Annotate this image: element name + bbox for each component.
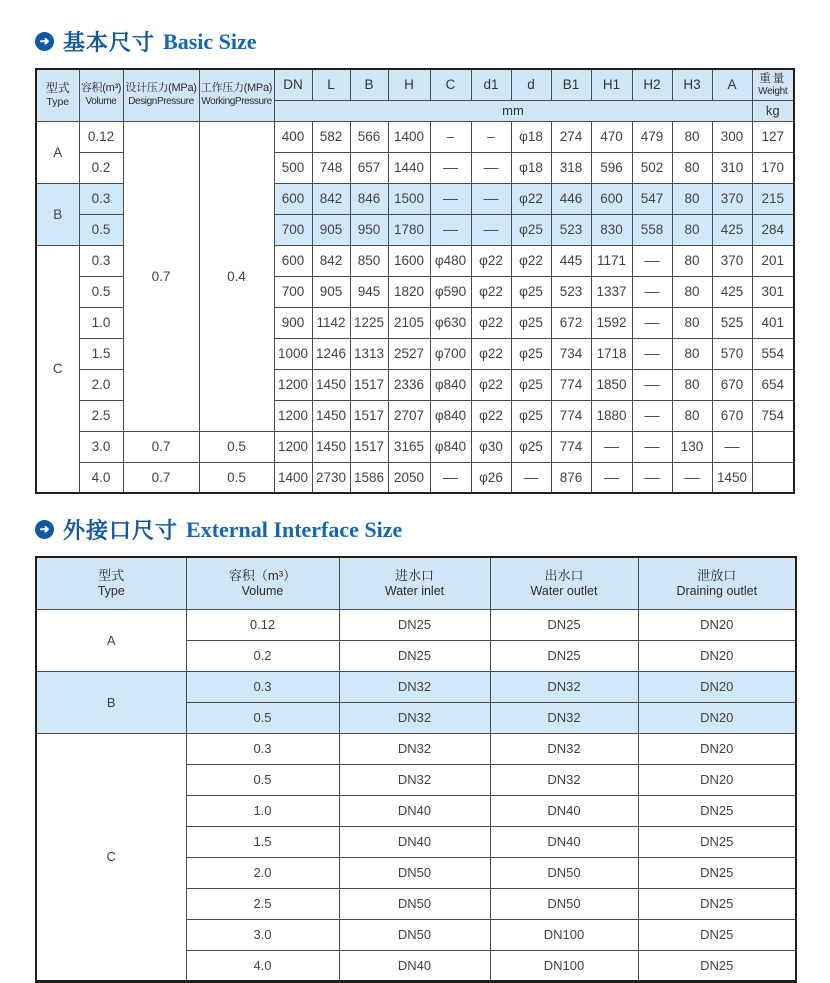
dn-cell: 400: [274, 121, 312, 152]
b1-cell: 774: [551, 369, 591, 400]
a-cell: ––: [712, 431, 752, 462]
col-header-drain-zh: 泄放口: [697, 567, 737, 583]
col-header-volume-zh: 容积（m³）: [228, 567, 297, 583]
h1-cell: 1850: [591, 369, 632, 400]
d-cell: φ25: [511, 338, 551, 369]
arrow-bullet-icon: ➜: [35, 32, 54, 51]
volume-cell: 1.0: [186, 795, 339, 826]
col-header-d: d: [511, 69, 551, 100]
col-header-h: H: [388, 69, 430, 100]
d1-cell: φ30: [471, 431, 511, 462]
l-cell: 905: [312, 214, 350, 245]
col-header-working-pressure: [199, 69, 274, 121]
external-interface-table: [35, 556, 797, 983]
external-interface-title-en: External Interface Size: [186, 516, 403, 542]
col-header-inlet-zh: 进水口: [394, 567, 434, 583]
water-outlet-cell: DN50: [490, 888, 638, 919]
volume-cell: 0.2: [79, 152, 123, 183]
external-interface-title: [35, 514, 830, 545]
volume-cell: 4.0: [186, 950, 339, 981]
water-outlet-cell: DN40: [490, 795, 638, 826]
d1-cell: φ22: [471, 400, 511, 431]
col-header-water-outlet: [490, 557, 638, 609]
h1-cell: 1337: [591, 276, 632, 307]
h3-cell: 80: [672, 400, 712, 431]
weight-cell: 654: [752, 369, 794, 400]
col-header-h2: H2: [632, 69, 672, 100]
col-header-volume-en: Volume: [85, 96, 117, 108]
type-cell: B: [36, 183, 79, 245]
b1-cell: 274: [551, 121, 591, 152]
draining-outlet-cell: DN20: [638, 733, 796, 764]
water-inlet-cell: DN40: [339, 950, 490, 981]
h1-cell: 600: [591, 183, 632, 214]
external-table-body: [36, 609, 796, 981]
l-cell: 1450: [312, 369, 350, 400]
h3-cell: 80: [672, 214, 712, 245]
d-cell: φ25: [511, 214, 551, 245]
a-cell: 425: [712, 214, 752, 245]
a-cell: 370: [712, 183, 752, 214]
dn-cell: 1200: [274, 400, 312, 431]
l-cell: 842: [312, 183, 350, 214]
table-row: [36, 733, 796, 764]
h2-cell: ––: [632, 400, 672, 431]
volume-cell: 0.5: [186, 764, 339, 795]
d1-cell: φ22: [471, 307, 511, 338]
h2-cell: ––: [632, 431, 672, 462]
c-cell: ––: [430, 462, 471, 493]
weight-cell: 401: [752, 307, 794, 338]
h3-cell: 80: [672, 152, 712, 183]
h3-cell: 130: [672, 431, 712, 462]
water-inlet-cell: DN50: [339, 888, 490, 919]
b-cell: 1517: [350, 369, 388, 400]
h-cell: 1600: [388, 245, 430, 276]
d1-cell: φ22: [471, 369, 511, 400]
a-cell: 570: [712, 338, 752, 369]
water-outlet-cell: DN32: [490, 764, 638, 795]
water-inlet-cell: DN32: [339, 671, 490, 702]
d1-cell: ––: [471, 152, 511, 183]
weight-cell: [752, 462, 794, 493]
d-cell: φ18: [511, 152, 551, 183]
dn-cell: 1200: [274, 431, 312, 462]
volume-cell: 0.5: [186, 702, 339, 733]
d1-cell: φ22: [471, 338, 511, 369]
c-cell: ––: [430, 214, 471, 245]
h-cell: 1820: [388, 276, 430, 307]
volume-cell: 0.3: [79, 183, 123, 214]
b-cell: 1586: [350, 462, 388, 493]
h3-cell: 80: [672, 276, 712, 307]
col-header-weight: [752, 69, 794, 100]
h2-cell: ––: [632, 276, 672, 307]
a-cell: 370: [712, 245, 752, 276]
weight-cell: 284: [752, 214, 794, 245]
draining-outlet-cell: DN20: [638, 764, 796, 795]
l-cell: 582: [312, 121, 350, 152]
col-header-volume: [186, 557, 339, 609]
col-header-volume: [79, 69, 123, 121]
b1-cell: 774: [551, 431, 591, 462]
b-cell: 657: [350, 152, 388, 183]
b-cell: 566: [350, 121, 388, 152]
col-header-a: A: [712, 69, 752, 100]
h-cell: 3165: [388, 431, 430, 462]
col-header-type: [36, 557, 186, 609]
c-cell: φ700: [430, 338, 471, 369]
d-cell: φ25: [511, 431, 551, 462]
draining-outlet-cell: DN20: [638, 671, 796, 702]
h1-cell: 1171: [591, 245, 632, 276]
water-inlet-cell: DN32: [339, 764, 490, 795]
h3-cell: 80: [672, 369, 712, 400]
volume-cell: 2.5: [186, 888, 339, 919]
c-cell: φ840: [430, 400, 471, 431]
table-row: [36, 671, 796, 702]
col-header-b: B: [350, 69, 388, 100]
b1-cell: 774: [551, 400, 591, 431]
draining-outlet-cell: DN25: [638, 888, 796, 919]
dn-cell: 900: [274, 307, 312, 338]
type-cell: B: [36, 671, 186, 733]
a-cell: 670: [712, 369, 752, 400]
col-header-weight-en: Weight: [758, 85, 788, 97]
col-header-working-en: WorkingPressure: [201, 96, 272, 108]
type-cell: C: [36, 733, 186, 981]
draining-outlet-cell: DN25: [638, 950, 796, 981]
a-cell: 670: [712, 400, 752, 431]
h1-cell: 1718: [591, 338, 632, 369]
weight-cell: 554: [752, 338, 794, 369]
draining-outlet-cell: DN25: [638, 857, 796, 888]
basic-table-body: [36, 121, 794, 493]
dn-cell: 600: [274, 245, 312, 276]
volume-cell: 2.0: [186, 857, 339, 888]
col-header-type: [36, 69, 79, 121]
h-cell: 2707: [388, 400, 430, 431]
h1-cell: 830: [591, 214, 632, 245]
h-cell: 2050: [388, 462, 430, 493]
col-header-outlet-en: Water outlet: [530, 583, 598, 598]
c-cell: φ840: [430, 431, 471, 462]
water-inlet-cell: DN50: [339, 919, 490, 950]
c-cell: ––: [430, 183, 471, 214]
a-cell: 1450: [712, 462, 752, 493]
table-row: [36, 462, 794, 493]
col-header-design-en: DesignPressure: [128, 96, 194, 108]
dn-cell: 500: [274, 152, 312, 183]
c-cell: ––: [430, 152, 471, 183]
h1-cell: 1880: [591, 400, 632, 431]
d1-cell: ––: [471, 183, 511, 214]
water-inlet-cell: DN25: [339, 609, 490, 640]
h-cell: 1440: [388, 152, 430, 183]
h2-cell: 502: [632, 152, 672, 183]
h3-cell: 80: [672, 307, 712, 338]
volume-cell: 0.3: [186, 733, 339, 764]
a-cell: 525: [712, 307, 752, 338]
volume-cell: 3.0: [186, 919, 339, 950]
col-header-type-zh: 型式: [45, 81, 70, 96]
d1-cell: φ22: [471, 245, 511, 276]
l-cell: 1450: [312, 431, 350, 462]
h1-cell: 1592: [591, 307, 632, 338]
volume-cell: 4.0: [79, 462, 123, 493]
weight-cell: 170: [752, 152, 794, 183]
working-pressure-cell: 0.5: [199, 431, 274, 462]
table-row: [36, 609, 796, 640]
b1-cell: 672: [551, 307, 591, 338]
b-cell: 945: [350, 276, 388, 307]
d-cell: φ22: [511, 183, 551, 214]
d-cell: φ25: [511, 276, 551, 307]
l-cell: 1246: [312, 338, 350, 369]
type-cell: A: [36, 121, 79, 183]
b-cell: 1517: [350, 431, 388, 462]
col-header-l: L: [312, 69, 350, 100]
draining-outlet-cell: DN25: [638, 826, 796, 857]
h-cell: 2105: [388, 307, 430, 338]
volume-cell: 0.12: [79, 121, 123, 152]
col-header-h1: H1: [591, 69, 632, 100]
working-pressure-cell: 0.5: [199, 462, 274, 493]
basic-size-title-en: Basic Size: [163, 28, 257, 54]
volume-cell: 1.0: [79, 307, 123, 338]
design-pressure-cell: 0.7: [123, 121, 199, 431]
design-pressure-cell: 0.7: [123, 462, 199, 493]
b-cell: 850: [350, 245, 388, 276]
c-cell: φ590: [430, 276, 471, 307]
volume-cell: 2.5: [79, 400, 123, 431]
col-header-design-zh: 设计压力(MPa): [125, 82, 197, 95]
b1-cell: 523: [551, 276, 591, 307]
table-row: [36, 121, 794, 152]
h2-cell: ––: [632, 307, 672, 338]
design-pressure-cell: 0.7: [123, 431, 199, 462]
water-outlet-cell: DN32: [490, 733, 638, 764]
h1-cell: ––: [591, 431, 632, 462]
col-header-type-zh: 型式: [98, 567, 125, 583]
a-cell: 310: [712, 152, 752, 183]
basic-size-table: [35, 68, 795, 494]
col-header-working-zh: 工作压力(MPa): [200, 82, 273, 95]
d1-cell: –: [471, 121, 511, 152]
water-outlet-cell: DN32: [490, 671, 638, 702]
col-header-c: C: [430, 69, 471, 100]
type-cell: A: [36, 609, 186, 671]
water-inlet-cell: DN40: [339, 826, 490, 857]
h3-cell: 80: [672, 183, 712, 214]
b1-cell: 445: [551, 245, 591, 276]
water-inlet-cell: DN50: [339, 857, 490, 888]
water-outlet-cell: DN25: [490, 640, 638, 671]
h1-cell: 596: [591, 152, 632, 183]
volume-cell: 1.5: [186, 826, 339, 857]
col-header-volume-zh: 容积(m³): [80, 82, 122, 95]
draining-outlet-cell: DN20: [638, 702, 796, 733]
h2-cell: ––: [632, 245, 672, 276]
b-cell: 1225: [350, 307, 388, 338]
water-outlet-cell: DN100: [490, 919, 638, 950]
table-row: [36, 431, 794, 462]
h3-cell: 80: [672, 245, 712, 276]
dn-cell: 700: [274, 214, 312, 245]
col-header-weight-zh: 重量: [759, 72, 787, 85]
h-cell: 2527: [388, 338, 430, 369]
col-header-drain-en: Draining outlet: [676, 583, 758, 598]
col-header-type-en: Type: [97, 583, 125, 598]
c-cell: φ480: [430, 245, 471, 276]
draining-outlet-cell: DN20: [638, 609, 796, 640]
volume-cell: 0.5: [79, 276, 123, 307]
col-header-type-en: Type: [46, 96, 70, 109]
h-cell: 1400: [388, 121, 430, 152]
draining-outlet-cell: DN25: [638, 795, 796, 826]
weight-cell: [752, 431, 794, 462]
h1-cell: ––: [591, 462, 632, 493]
volume-cell: 1.5: [79, 338, 123, 369]
l-cell: 2730: [312, 462, 350, 493]
volume-cell: 0.3: [79, 245, 123, 276]
weight-cell: 201: [752, 245, 794, 276]
h2-cell: 547: [632, 183, 672, 214]
volume-cell: 0.5: [79, 214, 123, 245]
h2-cell: 479: [632, 121, 672, 152]
col-header-b1: B1: [551, 69, 591, 100]
volume-cell: 0.12: [186, 609, 339, 640]
arrow-bullet-icon: ➜: [35, 520, 54, 539]
d-cell: φ25: [511, 400, 551, 431]
h1-cell: 470: [591, 121, 632, 152]
unit-mm-cell: mm: [274, 100, 752, 121]
d-cell: φ22: [511, 245, 551, 276]
volume-cell: 2.0: [79, 369, 123, 400]
b-cell: 1517: [350, 400, 388, 431]
volume-cell: 0.2: [186, 640, 339, 671]
water-outlet-cell: DN32: [490, 702, 638, 733]
col-header-h3: H3: [672, 69, 712, 100]
water-outlet-cell: DN25: [490, 609, 638, 640]
l-cell: 842: [312, 245, 350, 276]
water-inlet-cell: DN32: [339, 733, 490, 764]
d-cell: φ18: [511, 121, 551, 152]
weight-cell: 215: [752, 183, 794, 214]
d-cell: φ25: [511, 369, 551, 400]
d-cell: φ25: [511, 307, 551, 338]
h-cell: 2336: [388, 369, 430, 400]
draining-outlet-cell: DN25: [638, 919, 796, 950]
b1-cell: 318: [551, 152, 591, 183]
b1-cell: 523: [551, 214, 591, 245]
b1-cell: 734: [551, 338, 591, 369]
l-cell: 748: [312, 152, 350, 183]
water-inlet-cell: DN25: [339, 640, 490, 671]
dn-cell: 1200: [274, 369, 312, 400]
h3-cell: 80: [672, 338, 712, 369]
d1-cell: φ22: [471, 276, 511, 307]
d1-cell: φ26: [471, 462, 511, 493]
l-cell: 905: [312, 276, 350, 307]
b-cell: 846: [350, 183, 388, 214]
col-header-inlet-en: Water inlet: [384, 583, 445, 598]
volume-cell: 3.0: [79, 431, 123, 462]
type-cell: C: [36, 245, 79, 493]
c-cell: φ630: [430, 307, 471, 338]
c-cell: –: [430, 121, 471, 152]
dn-cell: 600: [274, 183, 312, 214]
col-header-dn: DN: [274, 69, 312, 100]
water-inlet-cell: DN40: [339, 795, 490, 826]
weight-cell: 754: [752, 400, 794, 431]
dn-cell: 1000: [274, 338, 312, 369]
water-inlet-cell: DN32: [339, 702, 490, 733]
volume-cell: 0.3: [186, 671, 339, 702]
weight-cell: 127: [752, 121, 794, 152]
dn-cell: 700: [274, 276, 312, 307]
b1-cell: 876: [551, 462, 591, 493]
a-cell: 300: [712, 121, 752, 152]
h3-cell: ––: [672, 462, 712, 493]
draining-outlet-cell: DN20: [638, 640, 796, 671]
weight-cell: 301: [752, 276, 794, 307]
h3-cell: 80: [672, 121, 712, 152]
water-outlet-cell: DN50: [490, 857, 638, 888]
h2-cell: ––: [632, 462, 672, 493]
col-header-outlet-zh: 出水口: [544, 567, 584, 583]
basic-size-title-zh: 基本尺寸: [63, 30, 156, 55]
col-header-design-pressure: [123, 69, 199, 121]
b-cell: 950: [350, 214, 388, 245]
l-cell: 1450: [312, 400, 350, 431]
h-cell: 1500: [388, 183, 430, 214]
col-header-draining-outlet: [638, 557, 796, 609]
water-outlet-cell: DN40: [490, 826, 638, 857]
working-pressure-cell: 0.4: [199, 121, 274, 431]
a-cell: 425: [712, 276, 752, 307]
d1-cell: ––: [471, 214, 511, 245]
col-header-water-inlet: [339, 557, 490, 609]
h-cell: 1780: [388, 214, 430, 245]
h2-cell: ––: [632, 369, 672, 400]
col-header-volume-en: Volume: [241, 583, 284, 598]
unit-kg-cell: kg: [752, 100, 794, 121]
b1-cell: 446: [551, 183, 591, 214]
col-header-d1: d1: [471, 69, 511, 100]
water-outlet-cell: DN100: [490, 950, 638, 981]
d-cell: ––: [511, 462, 551, 493]
dn-cell: 1400: [274, 462, 312, 493]
basic-size-title: [35, 26, 830, 57]
external-interface-title-zh: 外接口尺寸: [63, 518, 179, 543]
c-cell: φ840: [430, 369, 471, 400]
l-cell: 1142: [312, 307, 350, 338]
h2-cell: ––: [632, 338, 672, 369]
b-cell: 1313: [350, 338, 388, 369]
h2-cell: 558: [632, 214, 672, 245]
